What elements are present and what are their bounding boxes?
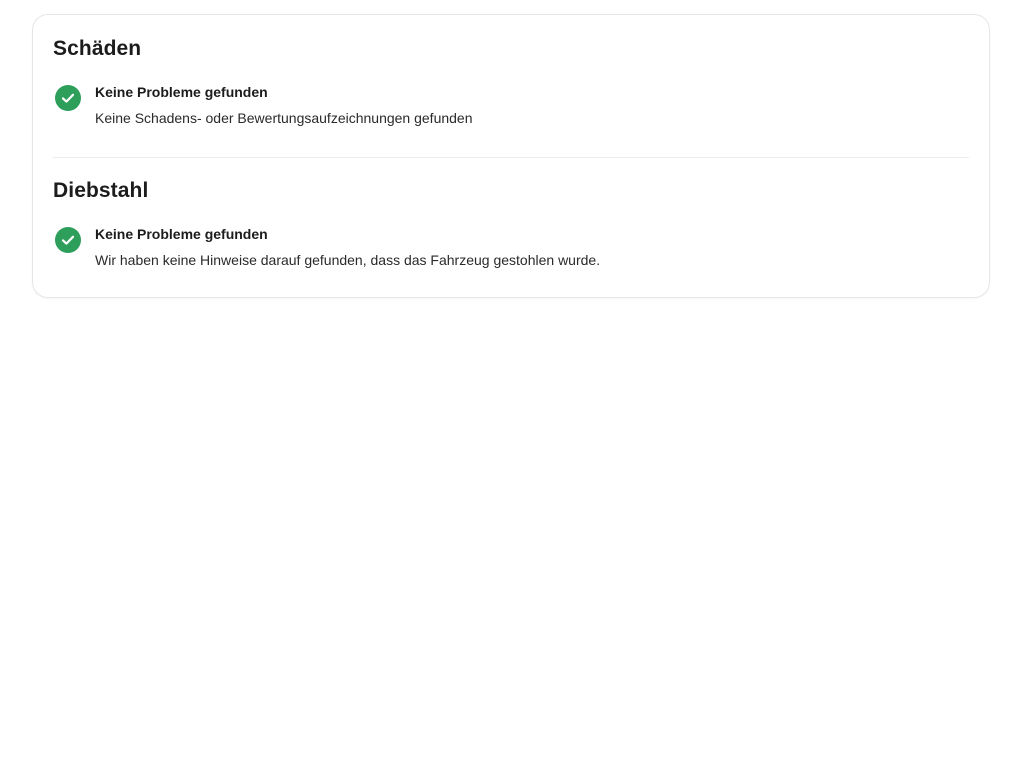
damage-status-description: Keine Schadens- oder Bewertungsaufzeichnungen gefunden <box>95 110 473 126</box>
vehicle-history-card <box>32 14 990 298</box>
theft-section <box>53 175 969 269</box>
theft-status-description: Wir haben keine Hinweise darauf gefunden, dass das Fahrzeug gestohlen wurde. <box>95 252 601 268</box>
damage-status-title: Keine Probleme gefunden <box>95 84 268 100</box>
theft-section-title: Diebstahl <box>53 179 149 202</box>
damage-section-title: Schäden <box>53 37 142 60</box>
damage-status <box>53 83 969 127</box>
section-divider <box>53 157 969 158</box>
check-circle-icon <box>55 227 81 253</box>
check-circle-icon <box>55 85 81 111</box>
theft-status <box>53 225 969 269</box>
theft-status-title: Keine Probleme gefunden <box>95 226 268 242</box>
damage-section <box>53 33 969 127</box>
